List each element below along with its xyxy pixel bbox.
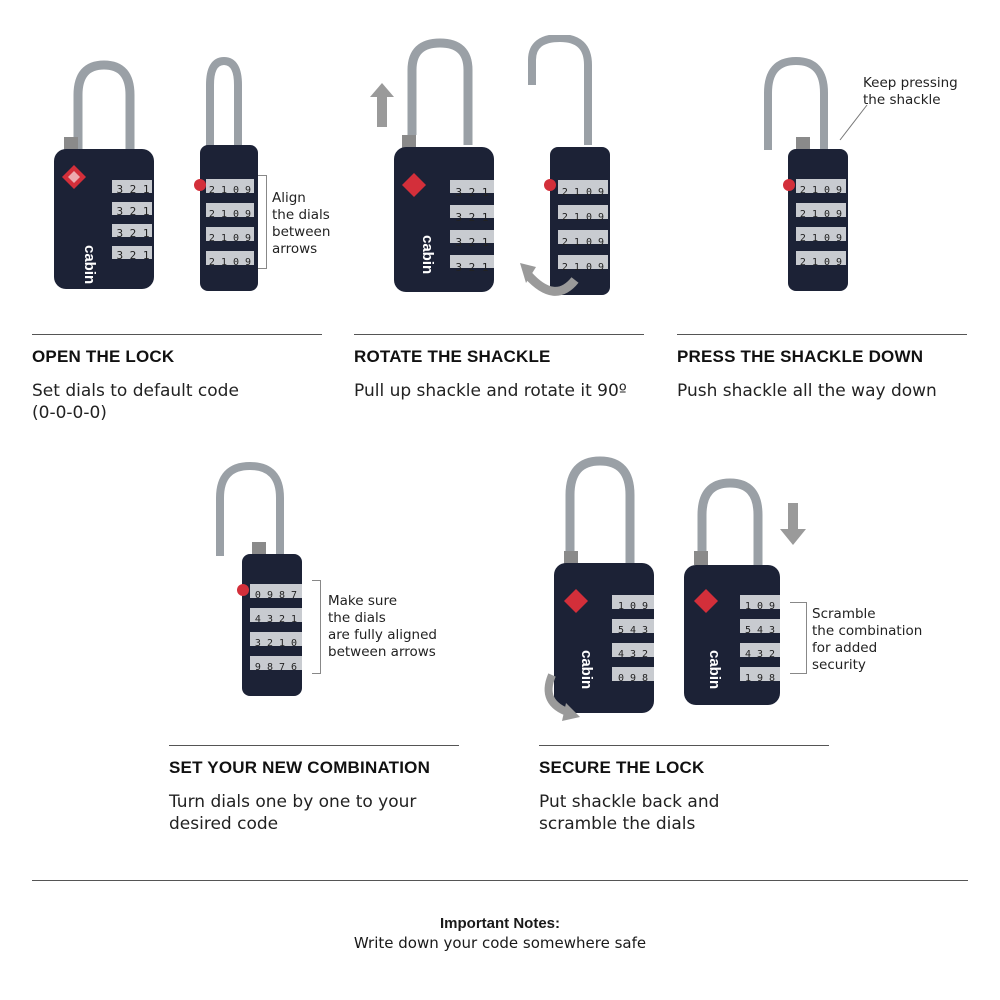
dial-row: 2 1 0 9 — [561, 237, 605, 248]
step-description: Push shackle all the way down — [677, 381, 937, 401]
make-sure-note: Make sure the dials are fully aligned between arrows — [328, 593, 437, 660]
dial-row: 0 9 8 — [617, 673, 649, 684]
dial-row: 1 0 9 — [744, 601, 776, 612]
dial-row: 3 2 1 — [116, 183, 150, 196]
step-description: Set dials to default code (0-0-0-0) — [32, 381, 239, 423]
dial-row: 0 9 8 7 — [254, 590, 298, 601]
dial-row: 4 3 2 — [744, 649, 776, 660]
dial-row: 9 8 7 6 — [254, 662, 298, 673]
step5-illustration — [530, 455, 820, 725]
alignment-bracket — [312, 580, 321, 674]
step-title: OPEN THE LOCK — [32, 347, 175, 366]
divider — [539, 745, 829, 746]
divider — [677, 334, 967, 335]
dial-row: 2 1 0 9 — [208, 209, 252, 220]
important-notes-title: Important Notes: — [440, 915, 560, 932]
dial-row: 3 2 1 — [455, 211, 489, 224]
dial-row: 1 0 9 — [617, 601, 649, 612]
divider — [32, 334, 322, 335]
dial-row: 3 2 1 — [116, 249, 150, 262]
dial-row: 2 1 0 9 — [799, 209, 843, 220]
keep-pressing-note: Keep pressing the shackle — [863, 75, 958, 108]
down-arrow-icon — [780, 503, 806, 545]
svg-text:cabin: cabin — [578, 650, 595, 690]
divider — [32, 880, 968, 881]
alignment-bracket — [258, 175, 267, 269]
svg-text:cabin: cabin — [419, 235, 436, 275]
dial-row: 2 1 0 9 — [561, 212, 605, 223]
brand-logo: cabin — [81, 245, 98, 285]
dial-row: 5 4 3 — [617, 625, 649, 636]
dial-row: 2 1 0 9 — [208, 233, 252, 244]
dial-row: 2 1 0 9 — [208, 257, 252, 268]
dial-row: 2 1 0 9 — [561, 187, 605, 198]
scramble-note: Scramble the combination for added security — [812, 606, 923, 673]
step-title: ROTATE THE SHACKLE — [354, 347, 551, 366]
dial-row: 3 2 1 0 — [254, 638, 298, 649]
dial-row: 3 2 1 — [455, 261, 489, 274]
svg-text:cabin: cabin — [706, 650, 723, 690]
step-description: Turn dials one by one to your desired code — [169, 792, 417, 834]
step2-illustration — [360, 35, 650, 305]
padlock-front-icon — [40, 55, 320, 305]
up-arrow-icon — [370, 83, 394, 127]
dial-row: 2 1 0 9 — [799, 233, 843, 244]
dial-row: 1 9 8 — [744, 673, 776, 684]
scramble-bracket — [790, 602, 807, 674]
dial-row: 3 2 1 — [455, 236, 489, 249]
dial-row: 2 1 0 9 — [561, 262, 605, 273]
dial-row: 2 1 0 9 — [799, 185, 843, 196]
important-notes-text: Write down your code somewhere safe — [353, 934, 647, 952]
step-title: SET YOUR NEW COMBINATION — [169, 758, 431, 777]
step4-illustration — [210, 458, 310, 703]
dial-row: 4 3 2 1 — [254, 614, 298, 625]
align-note: Align the dials between arrows — [272, 190, 331, 257]
step-title: PRESS THE SHACKLE DOWN — [677, 347, 924, 366]
step-title: SECURE THE LOCK — [539, 758, 705, 777]
dial-row: 3 2 1 — [116, 205, 150, 218]
step3-illustration — [760, 55, 860, 295]
dial-row: 3 2 1 — [116, 227, 150, 240]
divider — [354, 334, 644, 335]
dial-row: 3 2 1 — [455, 186, 489, 199]
step-description: Put shackle back and scramble the dials — [539, 792, 720, 834]
dial-row: 4 3 2 — [617, 649, 649, 660]
divider — [169, 745, 459, 746]
dial-row: 5 4 3 — [744, 625, 776, 636]
dial-row: 2 1 0 9 — [799, 257, 843, 268]
step1-illustration — [40, 55, 320, 305]
step-description: Pull up shackle and rotate it 90º — [354, 381, 627, 401]
dial-row: 2 1 0 9 — [208, 185, 252, 196]
